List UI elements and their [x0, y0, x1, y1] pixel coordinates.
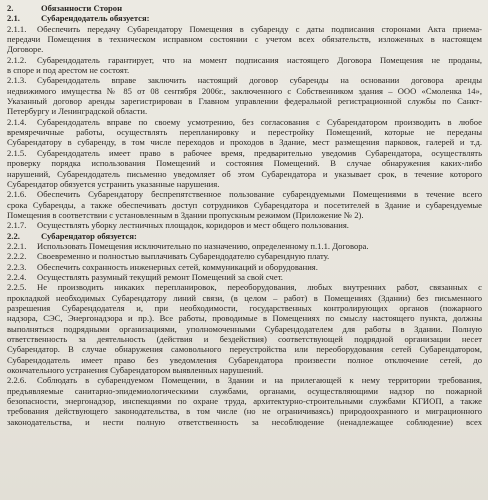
clause-number: 2.2.1. — [7, 240, 27, 251]
clause-text: Субарендодатель гарантирует, что на момент подписания настоящего Договора Помещения не проданы, — [37, 54, 482, 65]
clause-text: Субарендодатель имеет право без уведомления Субарендатора произвести полное отключение сетей, до — [7, 354, 482, 365]
paragraph-line — [7, 127, 482, 137]
clause-text: разрешения Субарендодателя и, при необходимости, государственных контролирующих органов (пожарного — [7, 302, 482, 313]
clause-text: Обеспечить Субарендатору беспрепятственное пользование субарендуемыми Помещениями в течение всего — [37, 189, 482, 200]
clause-text: Субарендатор обязуется: — [41, 230, 137, 241]
paragraph-line — [7, 34, 482, 44]
contract-text — [7, 3, 482, 427]
clause-number: 2.1.2. — [7, 54, 27, 65]
paragraph-line — [7, 210, 482, 220]
paragraph-line — [7, 365, 482, 375]
paragraph-line — [7, 158, 482, 168]
clause-text: Субарендодатель вправе по своему усмотрению, без согласования с Субарендатором производить в любое — [37, 116, 482, 127]
clause-number: 2.2. — [7, 230, 20, 241]
clause-text: Договоре. — [7, 44, 44, 55]
clause-text: выполняться подрядными организациями, уполномоченными Субарендодателем для работы в Здании. Полную — [7, 323, 482, 334]
clause-text: Субарендатор. В случае обнаружения самовольного переустройства или переоборудования сетей Субарендатором, — [7, 344, 482, 355]
paragraph-line — [7, 334, 482, 344]
paragraph-line — [7, 106, 482, 116]
paragraph-line — [7, 148, 482, 158]
paragraph-line — [7, 375, 482, 385]
paragraph-line — [7, 55, 482, 65]
paragraph-line — [7, 324, 482, 334]
paragraph-line — [7, 86, 482, 96]
clause-text: надзора, СЭС, Энергонадзора и пр.). Все работы, проводимые в Помещениях по смыслу настоящего пункта, должны — [7, 313, 482, 324]
clause-text: Обеспечить сохранность инженерных сетей, коммуникаций и оборудования. — [37, 261, 318, 272]
paragraph-line — [7, 44, 482, 54]
clause-text: срока Субаренды, а также обеспечивать доступ сотрудников Субарендатора и посетителей в Здание и субарендуемые — [7, 199, 482, 210]
clause-number: 2.1. — [7, 13, 20, 24]
clause-text: Обязанности Сторон — [41, 3, 123, 13]
clause-number: 2.1.1. — [7, 23, 27, 34]
clause-text: времяречичные работы, осуществлять перепланировку и перестройку Помещений, которые не переданы — [7, 127, 482, 138]
clause-text: Осуществлять уборку лестничных площадок, коридоров и мест общего пользования. — [37, 220, 349, 231]
clause-text: Субарендодатель вправе заключить настоящий договор субаренды на основании договора аренды — [37, 75, 482, 86]
clause-text: недвижимого имущества № 85 от 08 сентября 2006г., заключенного с Собственником здания – ООО «Смоленка 14», — [7, 85, 482, 96]
section-heading — [7, 231, 482, 241]
clause-text: Петербургу и Ленинградской области. — [7, 106, 148, 117]
clause-text: безопасности, энергонадзор, инспекциями по охране труда, архитектурно-строительными службами КГИОП, а также — [7, 396, 482, 407]
clause-text: прокладкой необходимых Субарендатору линий связи, (в целом – работ) в Помещениях (Здании) без письменного — [7, 292, 482, 303]
section-heading — [7, 13, 482, 23]
paragraph-line — [7, 396, 482, 406]
paragraph-line — [7, 293, 482, 303]
clause-text: в споре и под арестом не состоят. — [7, 65, 130, 76]
clause-number: 2.1.6. — [7, 189, 27, 200]
clause-text: законодательства, и нести полную ответственность за несоблюдение (ненадлежащее соблюдение) всех — [7, 416, 482, 427]
clause-text: Субарендодатель обязуется: — [41, 13, 150, 24]
clause-text: передачи Помещения в техническом исправном состоянии с учетом всех обязательств, изложенных в настоящем — [7, 34, 482, 45]
paragraph-line — [7, 220, 482, 230]
paragraph-line — [7, 96, 482, 106]
paragraph-line — [7, 386, 482, 396]
clause-text: ответственность за деятельность (действия и бездействия) соответствующей подрядной организации несет — [7, 334, 482, 344]
paragraph-line — [7, 137, 482, 147]
clause-number: 2.2.4. — [7, 271, 27, 282]
clause-number: 2.2.2. — [7, 251, 27, 262]
paragraph-line — [7, 241, 482, 251]
paragraph-line — [7, 417, 482, 427]
clause-number: 2. — [7, 3, 14, 13]
clause-text: предъявляемые санитарно-эпидемиологическими службами, органами, осуществляющими надзор по пожарной — [7, 385, 482, 396]
clause-text: Не производить никаких перепланировок, переоборудования, любых внутренних работ, связанных с — [37, 282, 482, 293]
paragraph-line — [7, 251, 482, 261]
paragraph-line — [7, 355, 482, 365]
paragraph-line — [7, 24, 482, 34]
clause-text: Помещения в соответствии с установленным в Здании пропускным режимом (Приложение № 2). — [7, 209, 364, 220]
paragraph-line — [7, 344, 482, 354]
clause-text: Осуществлять разумный текущий ремонт Помещений за свой счет. — [37, 271, 283, 282]
clause-text: проверку порядка использования Помещений и состояния Помещений. В случае обнаружения каких-либо — [7, 158, 482, 169]
clause-text: требования действующего законодательства, в том числе (но не ограничиваясь) природоохранного и миграционного — [7, 406, 482, 417]
paragraph-line — [7, 179, 482, 189]
paragraph-line — [7, 200, 482, 210]
clause-number: 2.1.7. — [7, 220, 27, 231]
paragraph-line — [7, 117, 482, 127]
clause-text: окончательного устранения Субарендатором выявленных нарушений. — [7, 365, 264, 376]
paragraph-line — [7, 262, 482, 272]
section-heading — [7, 3, 482, 13]
clause-text: Указанный договор аренды зарегистрирован в Главном управлении федеральной регистрационной службы по Санкт- — [7, 96, 482, 107]
paragraph-line — [7, 189, 482, 199]
clause-number: 2.1.4. — [7, 116, 27, 127]
clause-text: Субарендатору в субаренду, в том числе переходов и проходов в Здание, мест размещения парковок, галерей и т.д. — [7, 137, 482, 148]
paragraph-line — [7, 406, 482, 416]
clause-number: 2.1.5. — [7, 147, 27, 158]
clause-text: Соблюдать в субарендуемом Помещении, в Здании и на прилегающей к нему территории требования, — [37, 375, 482, 386]
clause-text: Использовать Помещения исключительно по назначению, определенному п.1.1. Договора. — [37, 240, 369, 251]
paragraph-line — [7, 169, 482, 179]
paragraph-line — [7, 75, 482, 85]
clause-text: Субарендатор обязуется устранить указанные нарушения. — [7, 178, 220, 189]
paragraph-line — [7, 303, 482, 313]
clause-number: 2.2.6. — [7, 375, 27, 386]
clause-text: Субарендодатель имеет право в рабочее время, предварительно уведомив Субарендатора, осуществлять — [37, 147, 482, 158]
paragraph-line — [7, 313, 482, 323]
paragraph-line — [7, 272, 482, 282]
clause-text: Обеспечить передачу Субарендатору Помещения в субаренду с даты подписания сторонами Акта приема- — [37, 23, 482, 34]
clause-number: 2.2.3. — [7, 261, 27, 272]
paragraph-line — [7, 65, 482, 75]
clause-number: 2.1.3. — [7, 75, 27, 86]
clause-text: Своевременно и полностью выплачивать Субарендодателю субарендную плату. — [37, 251, 330, 262]
clause-number: 2.2.5. — [7, 282, 27, 293]
paragraph-line — [7, 282, 482, 292]
clause-text: нарушений, Субарендодатель письменно уведомляет об этом Субарендатора и указывает срок, в течение которого — [7, 168, 482, 179]
